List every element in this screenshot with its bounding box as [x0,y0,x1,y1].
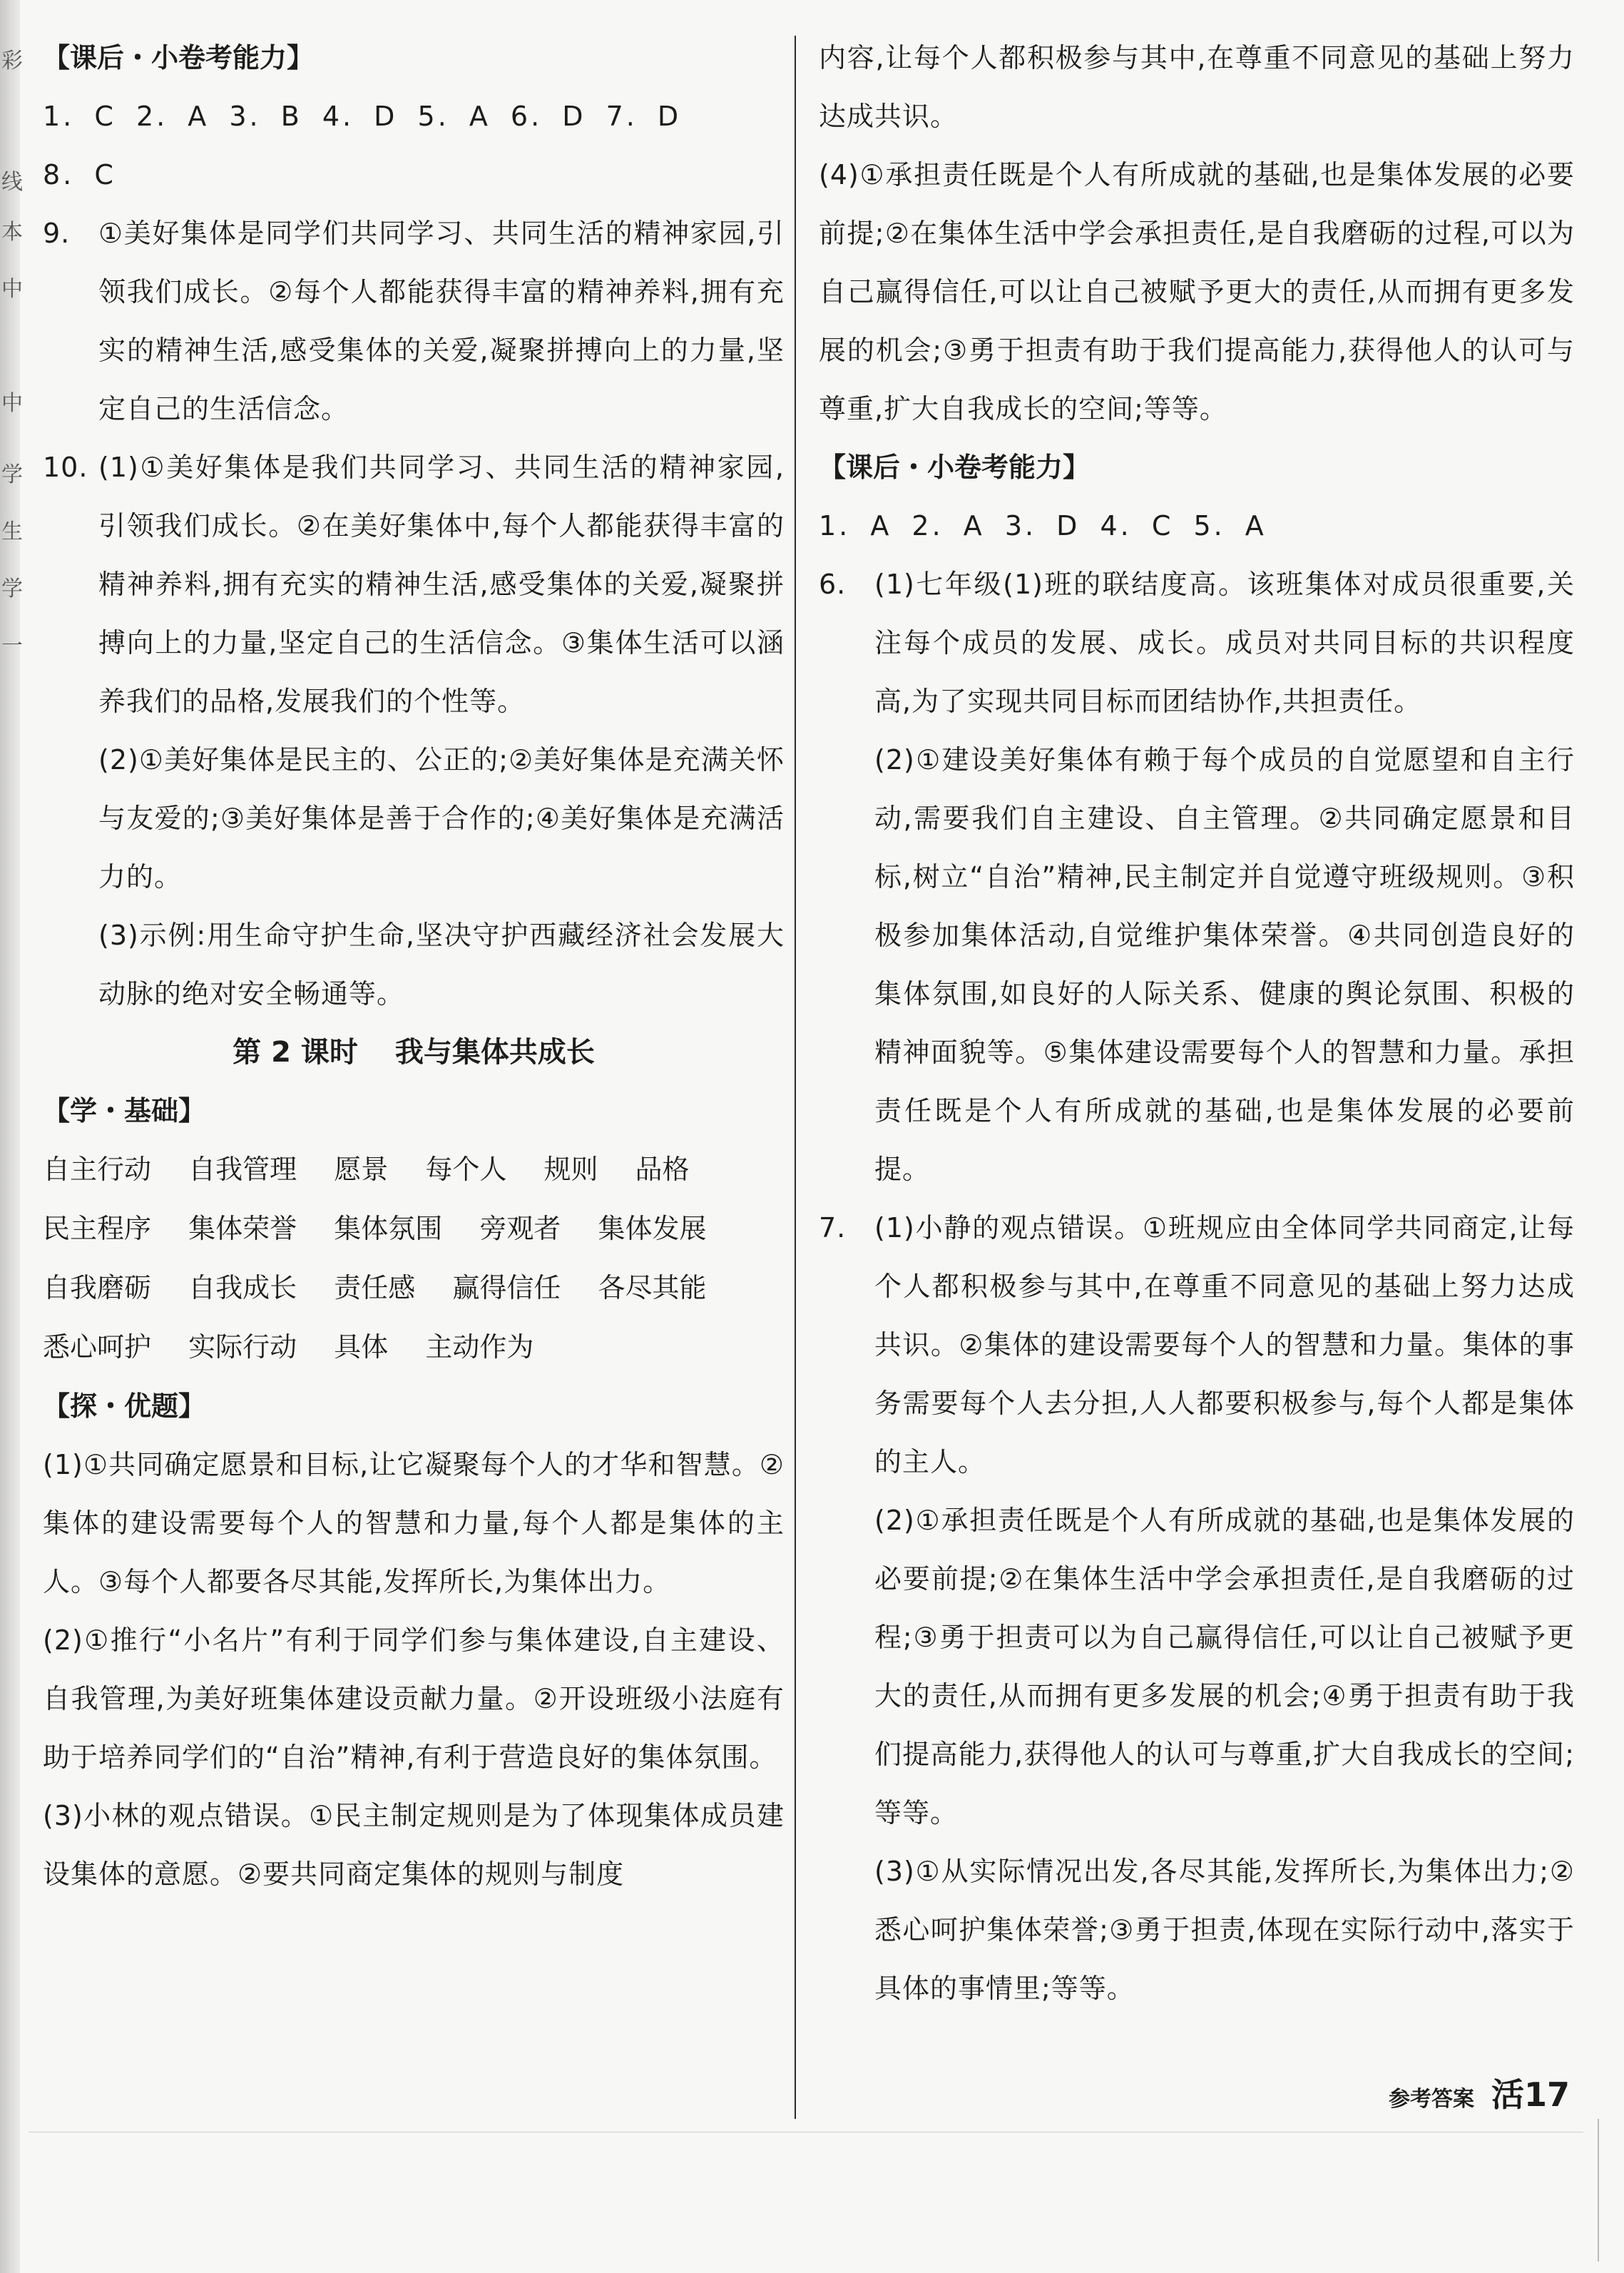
answer-text: (2)①建设美好集体有赖于每个成员的自觉愿望和自主行动,需要我们自主建设、自主管理。②共同确定愿景和目标,树立“自治”精神,民主制定并自觉遵守班级规则。③积极参加集体活动,自觉维护集体荣誉。④共同创造良好的集体氛围,如良好的人际关系、健康的舆论氛围、积极的精神面貌等。⑤集体建设需要每个人的智慧和力量。承担责任既是个人有所成就的基础,也是集体发展的必要前提。 [874,744,1575,1185]
answer-text: (4)①承担责任既是个人有所成就的基础,也是集体发展的必要前提;②在集体生活中学会承担责任,是自我磨砺的过程,可以为自己赢得信任,可以让自己被赋予更大的责任,从而拥有更多发展的机会;③勇于担责有助于我们提高能力,获得他人的认可与尊重,扩大自我成长的空间;等等。 [819,159,1575,424]
column-divider [795,36,796,2119]
lesson-name: 我与集体共成长 [394,1036,595,1069]
answer-text: (3)小林的观点错误。①民主制定规则是为了体现集体成员建设集体的意愿。②要共同商定集体的规则与制度 [43,1800,785,1890]
choice-answers: 1. C 2. A 3. B 4. D 5. A 6. D 7. D [43,101,682,132]
choice-answers: 8. C [43,159,116,190]
answer-text: (1)①共同确定愿景和目标,让它凝聚每个人的才华和智慧。②集体的建设需要每个人的智慧和力量,每个人都是集体的主人。③每个人都要各尽其能,发挥所长,为集体出力。 [43,1449,785,1597]
question-7 [819,1199,1575,1491]
edge-glyph: 学 [1,462,23,487]
question-6 [819,555,1575,731]
word: 品格 [635,1154,690,1185]
question-number: 6. [819,569,847,600]
question-10 [43,438,785,731]
word-row [43,1258,785,1318]
answer-text: (3)示例:用生命守护生命,坚决守护西藏经济社会发展大动脉的绝对安全畅通等。 [98,920,785,1010]
answer-text: (2)①承担责任既是个人有所成就的基础,也是集体发展的必要前提;②在集体生活中学会承担责任,是自我磨砺的过程;③勇于担责可以为自己赢得信任,可以让自己被赋予更大的责任,从而拥有更多发展的机会;④勇于担责有助于我们提高能力,获得他人的认可与尊重,扩大自我成长的空间;等等。 [874,1505,1575,1829]
answer-text: 内容,让每个人都积极参与其中,在尊重不同意见的基础上努力达成共识。 [819,42,1575,132]
section-header: 【探・优题】 [43,1390,206,1422]
answer-text: (3)①从实际情况出发,各尽其能,发挥所长,为集体出力;②悉心呵护集体荣誉;③勇于担责,体现在实际行动中,落实于具体的事情里;等等。 [874,1856,1575,2004]
edge-glyph: 中 [1,391,23,416]
word-row [43,1199,785,1258]
word: 集体发展 [598,1213,707,1244]
question-9 [43,204,785,438]
footer-label: 参考答案 [1388,2087,1474,2112]
edge-glyph: 中 [1,277,23,302]
word: 民主程序 [43,1213,152,1244]
page-number: 活17 [1491,2075,1570,2114]
answer-text: (1)①美好集体是我们共同学习、共同生活的精神家园,引领我们成长。②在美好集体中,每个人都能获得丰富的精神养料,拥有充实的精神生活,感受集体的关爱,凝聚拼搏向上的力量,坚定自己的生活信念。③集体生活可以涵养我们的品格,发展我们的个性等。 [98,452,785,717]
question-number: 9. [43,218,71,249]
answer-text: (1)七年级(1)班的联结度高。该班集体对成员很重要,关注每个成员的发展、成长。成员对共同目标的共识程度高,为了实现共同目标而团结协作,共担责任。 [874,569,1575,717]
word: 具体 [334,1331,389,1363]
answer-text: (2)①美好集体是民主的、公正的;②美好集体是充满关怀与友爱的;③美好集体是善于合作的;④美好集体是充满活力的。 [98,744,785,893]
lesson-title [43,1023,785,1082]
word: 各尽其能 [598,1272,707,1303]
edge-glyph: 生 [1,519,23,544]
word: 实际行动 [188,1331,297,1363]
word: 自我管理 [188,1154,297,1185]
edge-glyph: 本 [1,220,23,245]
section-header: 【课后・小卷考能力】 [819,452,1091,483]
edge-glyph: 线 [1,170,23,195]
question-number: 7. [819,1212,847,1244]
word: 赢得信任 [452,1272,561,1303]
word: 旁观者 [479,1213,561,1244]
edge-glyph: 一 [1,634,23,658]
section-header: 【课后・小卷考能力】 [43,42,315,73]
word: 规则 [543,1154,598,1185]
word: 自主行动 [43,1154,152,1185]
word: 集体荣誉 [188,1213,297,1244]
word: 每个人 [425,1154,507,1185]
page-edge-line [1598,2119,1599,2262]
page-footer [1389,2069,1570,2116]
word: 自我磨砺 [43,1272,152,1303]
word: 悉心呵护 [43,1331,152,1363]
edge-glyph: 学 [1,576,23,601]
answer-text: ①美好集体是同学们共同学习、共同生活的精神家园,引领我们成长。②每个人都能获得丰富的精神养料,拥有充实的精神生活,感受集体的关爱,凝聚拼搏向上的力量,坚定自己的生活信念。 [98,218,785,424]
choice-answers: 1. A 2. A 3. D 4. C 5. A [819,510,1267,541]
word: 自我成长 [188,1272,297,1303]
question-number: 10. [43,452,88,483]
lesson-number: 第 2 课时 [233,1036,358,1069]
word: 集体氛围 [334,1213,443,1244]
word-row [43,1140,785,1199]
word: 责任感 [334,1272,416,1303]
left-column [43,29,785,1903]
answer-text: (2)①推行“小名片”有利于同学们参与集体建设,自主建设、自我管理,为美好班集体建设贡献力量。②开设班级小法庭有助于培养同学们的“自治”精神,有利于营造良好的集体氛围。 [43,1624,785,1773]
word: 愿景 [334,1154,389,1185]
edge-glyph: 彩 [1,49,23,73]
fill-in-answers [43,1140,785,1377]
word-row [43,1318,785,1377]
answer-text: (1)小静的观点错误。①班规应由全体同学共同商定,让每个人都积极参与其中,在尊重不同意见的基础上努力达成共识。②集体的建设需要每个人的智慧和力量。集体的事务需要每个人去分担,人人都要积极参与,每个人都是集体的主人。 [874,1212,1575,1478]
word: 主动作为 [425,1331,534,1363]
binding-edge [0,0,23,2273]
section-header: 【学・基础】 [43,1095,206,1127]
right-column [819,29,1575,2018]
